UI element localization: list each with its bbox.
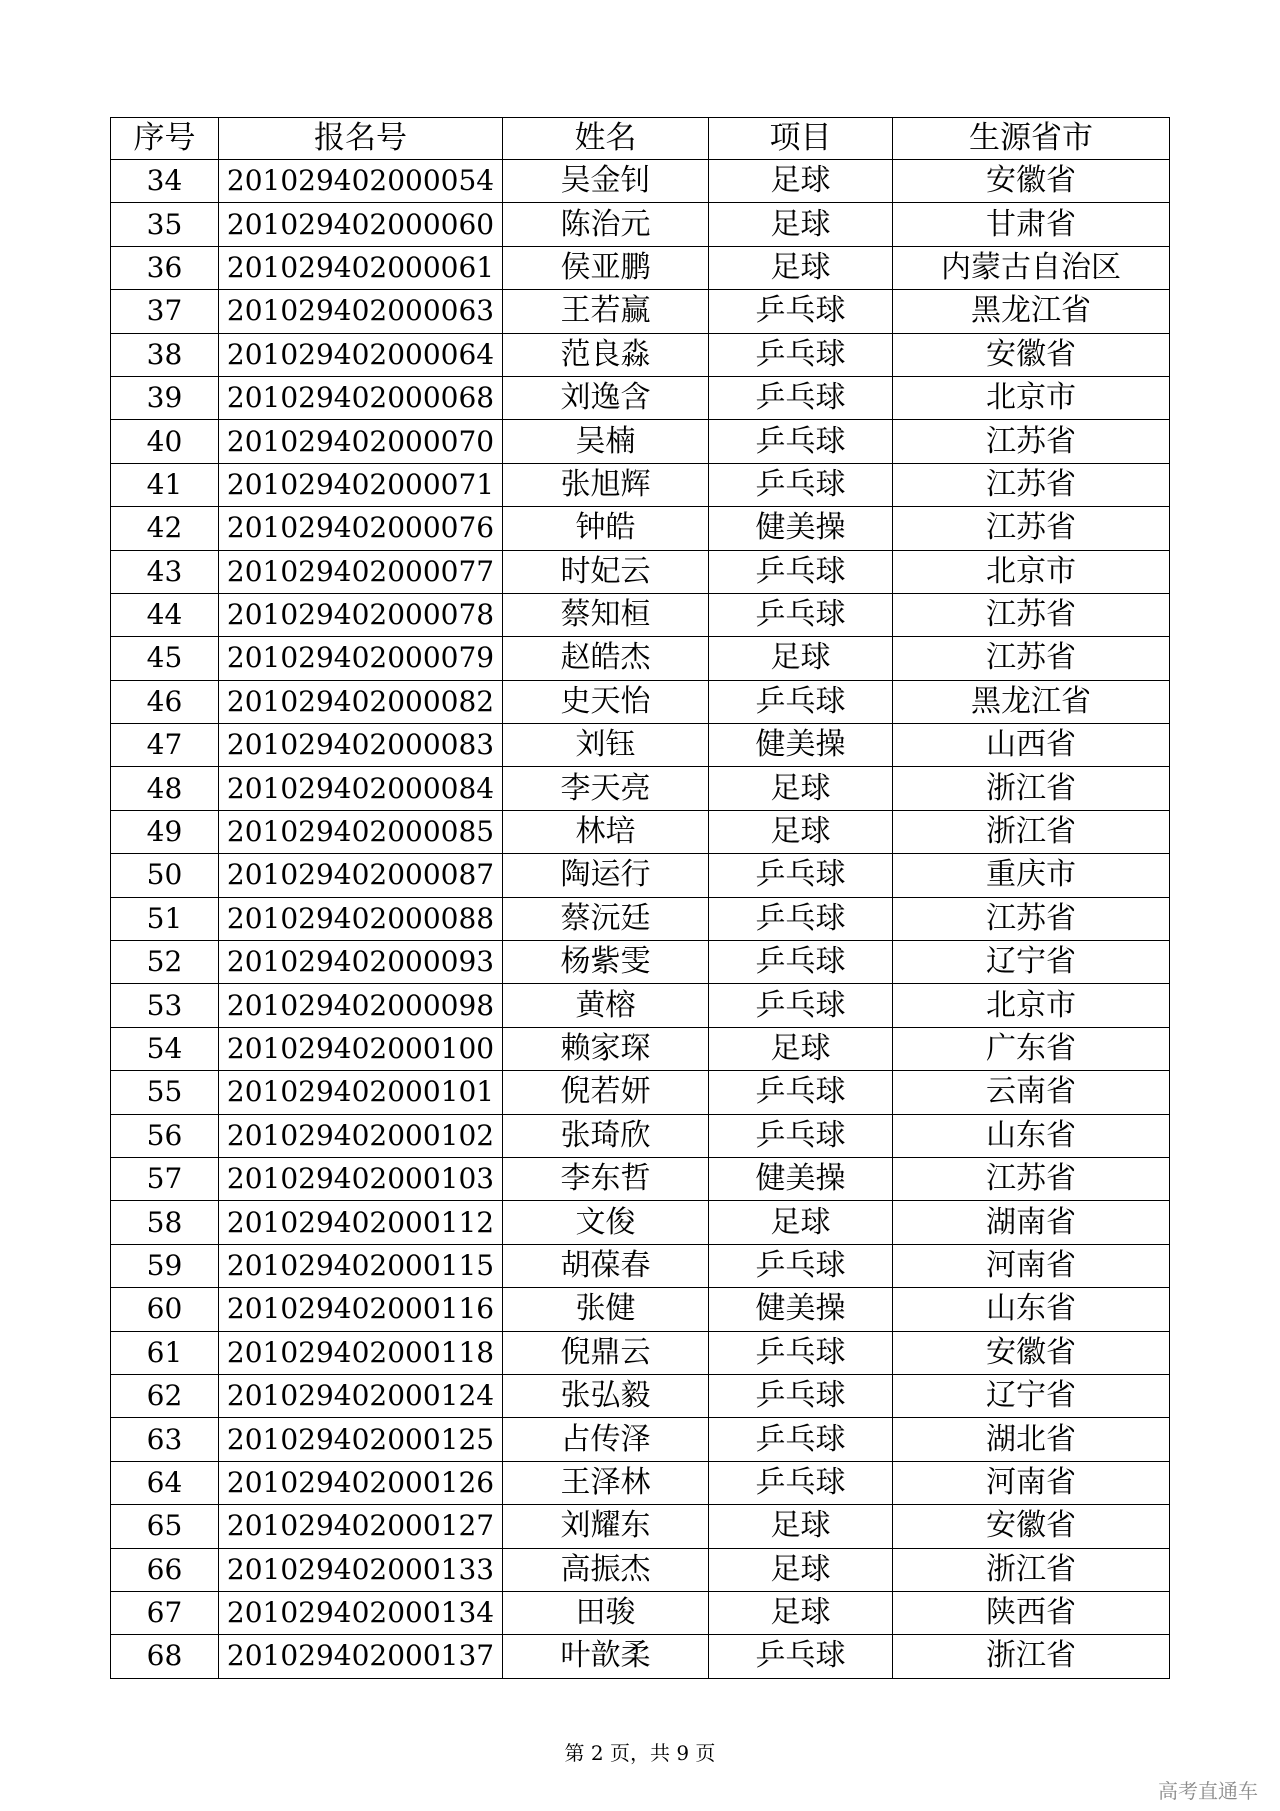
cell-serial: 35 bbox=[111, 203, 219, 246]
cell-sport: 乒乓球 bbox=[709, 680, 893, 723]
cell-serial: 65 bbox=[111, 1505, 219, 1548]
cell-serial: 41 bbox=[111, 463, 219, 506]
cell-serial: 52 bbox=[111, 941, 219, 984]
cell-registration-no: 201029402000071 bbox=[219, 463, 503, 506]
cell-origin-province: 湖南省 bbox=[893, 1201, 1170, 1244]
cell-origin-province: 重庆市 bbox=[893, 854, 1170, 897]
cell-origin-province: 江苏省 bbox=[893, 897, 1170, 940]
cell-name: 蔡沅廷 bbox=[503, 897, 709, 940]
header-serial: 序号 bbox=[111, 118, 219, 160]
cell-origin-province: 江苏省 bbox=[893, 1157, 1170, 1200]
table-row bbox=[111, 593, 1170, 636]
cell-sport: 足球 bbox=[709, 810, 893, 853]
cell-origin-province: 江苏省 bbox=[893, 463, 1170, 506]
cell-name: 高振杰 bbox=[503, 1548, 709, 1591]
cell-origin-province: 湖北省 bbox=[893, 1418, 1170, 1461]
cell-registration-no: 201029402000085 bbox=[219, 810, 503, 853]
cell-origin-province: 江苏省 bbox=[893, 593, 1170, 636]
header-name: 姓名 bbox=[503, 118, 709, 160]
cell-registration-no: 201029402000102 bbox=[219, 1114, 503, 1157]
cell-origin-province: 江苏省 bbox=[893, 637, 1170, 680]
cell-sport: 乒乓球 bbox=[709, 1635, 893, 1678]
cell-origin-province: 山西省 bbox=[893, 724, 1170, 767]
table-row bbox=[111, 1288, 1170, 1331]
cell-serial: 34 bbox=[111, 160, 219, 203]
cell-serial: 61 bbox=[111, 1331, 219, 1374]
cell-registration-no: 201029402000098 bbox=[219, 984, 503, 1027]
table-row bbox=[111, 854, 1170, 897]
admission-list-table bbox=[110, 117, 1170, 1679]
table-row bbox=[111, 333, 1170, 376]
cell-serial: 40 bbox=[111, 420, 219, 463]
cell-registration-no: 201029402000084 bbox=[219, 767, 503, 810]
table-row bbox=[111, 1071, 1170, 1114]
cell-registration-no: 201029402000054 bbox=[219, 160, 503, 203]
cell-sport: 乒乓球 bbox=[709, 593, 893, 636]
cell-origin-province: 黑龙江省 bbox=[893, 680, 1170, 723]
cell-registration-no: 201029402000093 bbox=[219, 941, 503, 984]
cell-name: 范良淼 bbox=[503, 333, 709, 376]
cell-name: 吴楠 bbox=[503, 420, 709, 463]
cell-registration-no: 201029402000082 bbox=[219, 680, 503, 723]
cell-registration-no: 201029402000126 bbox=[219, 1461, 503, 1504]
cell-sport: 乒乓球 bbox=[709, 463, 893, 506]
cell-serial: 37 bbox=[111, 290, 219, 333]
cell-sport: 乒乓球 bbox=[709, 1244, 893, 1287]
cell-name: 侯亚鹏 bbox=[503, 246, 709, 289]
cell-sport: 乒乓球 bbox=[709, 1331, 893, 1374]
cell-name: 王泽林 bbox=[503, 1461, 709, 1504]
cell-sport: 足球 bbox=[709, 1591, 893, 1634]
cell-sport: 足球 bbox=[709, 203, 893, 246]
page-footer: 第 2 页，共 9 页 bbox=[564, 1741, 716, 1765]
cell-serial: 44 bbox=[111, 593, 219, 636]
cell-sport: 足球 bbox=[709, 1505, 893, 1548]
cell-serial: 62 bbox=[111, 1374, 219, 1417]
cell-serial: 64 bbox=[111, 1461, 219, 1504]
cell-name: 张健 bbox=[503, 1288, 709, 1331]
table-row bbox=[111, 1027, 1170, 1070]
cell-origin-province: 江苏省 bbox=[893, 507, 1170, 550]
cell-serial: 59 bbox=[111, 1244, 219, 1287]
cell-sport: 足球 bbox=[709, 767, 893, 810]
cell-sport: 乒乓球 bbox=[709, 420, 893, 463]
cell-sport: 健美操 bbox=[709, 1157, 893, 1200]
cell-name: 赖家琛 bbox=[503, 1027, 709, 1070]
table-row bbox=[111, 680, 1170, 723]
table-row bbox=[111, 160, 1170, 203]
cell-serial: 36 bbox=[111, 246, 219, 289]
cell-name: 蔡知桓 bbox=[503, 593, 709, 636]
cell-sport: 健美操 bbox=[709, 1288, 893, 1331]
cell-origin-province: 辽宁省 bbox=[893, 941, 1170, 984]
cell-name: 倪若妍 bbox=[503, 1071, 709, 1114]
cell-sport: 足球 bbox=[709, 1548, 893, 1591]
cell-name: 李天亮 bbox=[503, 767, 709, 810]
cell-serial: 55 bbox=[111, 1071, 219, 1114]
cell-origin-province: 北京市 bbox=[893, 984, 1170, 1027]
cell-registration-no: 201029402000124 bbox=[219, 1374, 503, 1417]
cell-registration-no: 201029402000103 bbox=[219, 1157, 503, 1200]
cell-serial: 56 bbox=[111, 1114, 219, 1157]
cell-registration-no: 201029402000115 bbox=[219, 1244, 503, 1287]
cell-registration-no: 201029402000076 bbox=[219, 507, 503, 550]
cell-name: 文俊 bbox=[503, 1201, 709, 1244]
cell-registration-no: 201029402000061 bbox=[219, 246, 503, 289]
cell-registration-no: 201029402000087 bbox=[219, 854, 503, 897]
cell-origin-province: 云南省 bbox=[893, 1071, 1170, 1114]
cell-origin-province: 浙江省 bbox=[893, 810, 1170, 853]
cell-origin-province: 江苏省 bbox=[893, 420, 1170, 463]
table-row bbox=[111, 1635, 1170, 1678]
table-row bbox=[111, 1114, 1170, 1157]
cell-name: 李东哲 bbox=[503, 1157, 709, 1200]
table-row bbox=[111, 1418, 1170, 1461]
cell-name: 张弘毅 bbox=[503, 1374, 709, 1417]
cell-serial: 67 bbox=[111, 1591, 219, 1634]
cell-sport: 健美操 bbox=[709, 724, 893, 767]
table-body bbox=[111, 160, 1170, 1679]
cell-name: 黄榕 bbox=[503, 984, 709, 1027]
cell-name: 吴金钊 bbox=[503, 160, 709, 203]
cell-sport: 乒乓球 bbox=[709, 1374, 893, 1417]
cell-name: 陈治元 bbox=[503, 203, 709, 246]
table-row bbox=[111, 463, 1170, 506]
cell-registration-no: 201029402000079 bbox=[219, 637, 503, 680]
table-row bbox=[111, 1157, 1170, 1200]
cell-name: 刘钰 bbox=[503, 724, 709, 767]
cell-name: 刘耀东 bbox=[503, 1505, 709, 1548]
cell-serial: 63 bbox=[111, 1418, 219, 1461]
cell-name: 时妃云 bbox=[503, 550, 709, 593]
cell-registration-no: 201029402000060 bbox=[219, 203, 503, 246]
cell-registration-no: 201029402000077 bbox=[219, 550, 503, 593]
cell-serial: 58 bbox=[111, 1201, 219, 1244]
cell-sport: 足球 bbox=[709, 1027, 893, 1070]
table-row bbox=[111, 507, 1170, 550]
cell-sport: 乒乓球 bbox=[709, 854, 893, 897]
cell-name: 杨紫雯 bbox=[503, 941, 709, 984]
cell-serial: 68 bbox=[111, 1635, 219, 1678]
table-row bbox=[111, 810, 1170, 853]
cell-registration-no: 201029402000101 bbox=[219, 1071, 503, 1114]
cell-registration-no: 201029402000127 bbox=[219, 1505, 503, 1548]
cell-origin-province: 安徽省 bbox=[893, 1505, 1170, 1548]
cell-registration-no: 201029402000078 bbox=[219, 593, 503, 636]
cell-registration-no: 201029402000068 bbox=[219, 376, 503, 419]
table-row bbox=[111, 1201, 1170, 1244]
cell-origin-province: 广东省 bbox=[893, 1027, 1170, 1070]
cell-name: 张旭辉 bbox=[503, 463, 709, 506]
table-row bbox=[111, 376, 1170, 419]
cell-serial: 43 bbox=[111, 550, 219, 593]
cell-origin-province: 浙江省 bbox=[893, 1548, 1170, 1591]
cell-serial: 51 bbox=[111, 897, 219, 940]
table-row bbox=[111, 1244, 1170, 1287]
cell-serial: 54 bbox=[111, 1027, 219, 1070]
cell-registration-no: 201029402000100 bbox=[219, 1027, 503, 1070]
cell-sport: 乒乓球 bbox=[709, 897, 893, 940]
cell-registration-no: 201029402000063 bbox=[219, 290, 503, 333]
cell-name: 陶运行 bbox=[503, 854, 709, 897]
table-row bbox=[111, 724, 1170, 767]
cell-sport: 乒乓球 bbox=[709, 1114, 893, 1157]
cell-origin-province: 安徽省 bbox=[893, 333, 1170, 376]
cell-name: 胡葆春 bbox=[503, 1244, 709, 1287]
table-row bbox=[111, 1505, 1170, 1548]
cell-serial: 66 bbox=[111, 1548, 219, 1591]
cell-registration-no: 201029402000088 bbox=[219, 897, 503, 940]
table-header bbox=[111, 118, 1170, 160]
cell-name: 史天怡 bbox=[503, 680, 709, 723]
cell-sport: 乒乓球 bbox=[709, 1071, 893, 1114]
cell-origin-province: 辽宁省 bbox=[893, 1374, 1170, 1417]
table-row bbox=[111, 1591, 1170, 1634]
cell-sport: 足球 bbox=[709, 637, 893, 680]
cell-registration-no: 201029402000083 bbox=[219, 724, 503, 767]
cell-sport: 乒乓球 bbox=[709, 550, 893, 593]
cell-name: 钟皓 bbox=[503, 507, 709, 550]
cell-origin-province: 山东省 bbox=[893, 1114, 1170, 1157]
cell-sport: 乒乓球 bbox=[709, 290, 893, 333]
cell-origin-province: 河南省 bbox=[893, 1244, 1170, 1287]
cell-serial: 48 bbox=[111, 767, 219, 810]
cell-name: 张琦欣 bbox=[503, 1114, 709, 1157]
cell-serial: 46 bbox=[111, 680, 219, 723]
cell-sport: 乒乓球 bbox=[709, 333, 893, 376]
cell-sport: 乒乓球 bbox=[709, 1461, 893, 1504]
cell-origin-province: 内蒙古自治区 bbox=[893, 246, 1170, 289]
cell-registration-no: 201029402000064 bbox=[219, 333, 503, 376]
cell-origin-province: 陕西省 bbox=[893, 1591, 1170, 1634]
cell-name: 赵皓杰 bbox=[503, 637, 709, 680]
cell-sport: 足球 bbox=[709, 1201, 893, 1244]
cell-origin-province: 浙江省 bbox=[893, 1635, 1170, 1678]
cell-name: 王若赢 bbox=[503, 290, 709, 333]
table-row bbox=[111, 984, 1170, 1027]
cell-serial: 49 bbox=[111, 810, 219, 853]
cell-serial: 45 bbox=[111, 637, 219, 680]
watermark-logo-text: 高考直通车 bbox=[1158, 1779, 1258, 1803]
cell-origin-province: 黑龙江省 bbox=[893, 290, 1170, 333]
cell-serial: 47 bbox=[111, 724, 219, 767]
cell-sport: 足球 bbox=[709, 246, 893, 289]
cell-registration-no: 201029402000112 bbox=[219, 1201, 503, 1244]
cell-origin-province: 北京市 bbox=[893, 376, 1170, 419]
table-row bbox=[111, 290, 1170, 333]
table-row bbox=[111, 1548, 1170, 1591]
cell-sport: 乒乓球 bbox=[709, 984, 893, 1027]
cell-serial: 38 bbox=[111, 333, 219, 376]
table-row bbox=[111, 1461, 1170, 1504]
table-row bbox=[111, 767, 1170, 810]
cell-name: 占传泽 bbox=[503, 1418, 709, 1461]
cell-serial: 50 bbox=[111, 854, 219, 897]
cell-origin-province: 安徽省 bbox=[893, 160, 1170, 203]
cell-registration-no: 201029402000118 bbox=[219, 1331, 503, 1374]
cell-serial: 42 bbox=[111, 507, 219, 550]
cell-serial: 60 bbox=[111, 1288, 219, 1331]
cell-serial: 39 bbox=[111, 376, 219, 419]
table-row bbox=[111, 941, 1170, 984]
header-origin-province: 生源省市 bbox=[893, 118, 1170, 160]
cell-origin-province: 河南省 bbox=[893, 1461, 1170, 1504]
table-row bbox=[111, 203, 1170, 246]
cell-name: 刘逸含 bbox=[503, 376, 709, 419]
cell-sport: 健美操 bbox=[709, 507, 893, 550]
table-row bbox=[111, 550, 1170, 593]
table-row bbox=[111, 1374, 1170, 1417]
cell-registration-no: 201029402000116 bbox=[219, 1288, 503, 1331]
cell-name: 倪鼎云 bbox=[503, 1331, 709, 1374]
cell-registration-no: 201029402000134 bbox=[219, 1591, 503, 1634]
header-registration-no: 报名号 bbox=[219, 118, 503, 160]
cell-registration-no: 201029402000070 bbox=[219, 420, 503, 463]
cell-registration-no: 201029402000137 bbox=[219, 1635, 503, 1678]
cell-sport: 乒乓球 bbox=[709, 376, 893, 419]
table-row bbox=[111, 420, 1170, 463]
cell-origin-province: 甘肃省 bbox=[893, 203, 1170, 246]
cell-origin-province: 安徽省 bbox=[893, 1331, 1170, 1374]
cell-serial: 53 bbox=[111, 984, 219, 1027]
header-row bbox=[111, 118, 1170, 160]
cell-name: 林培 bbox=[503, 810, 709, 853]
cell-origin-province: 浙江省 bbox=[893, 767, 1170, 810]
cell-sport: 乒乓球 bbox=[709, 941, 893, 984]
cell-sport: 足球 bbox=[709, 160, 893, 203]
table-row bbox=[111, 897, 1170, 940]
cell-sport: 乒乓球 bbox=[709, 1418, 893, 1461]
table-row bbox=[111, 637, 1170, 680]
table-row bbox=[111, 1331, 1170, 1374]
cell-registration-no: 201029402000133 bbox=[219, 1548, 503, 1591]
cell-registration-no: 201029402000125 bbox=[219, 1418, 503, 1461]
cell-serial: 57 bbox=[111, 1157, 219, 1200]
cell-name: 田骏 bbox=[503, 1591, 709, 1634]
cell-origin-province: 北京市 bbox=[893, 550, 1170, 593]
header-sport: 项目 bbox=[709, 118, 893, 160]
table-row bbox=[111, 246, 1170, 289]
cell-name: 叶歆柔 bbox=[503, 1635, 709, 1678]
cell-origin-province: 山东省 bbox=[893, 1288, 1170, 1331]
